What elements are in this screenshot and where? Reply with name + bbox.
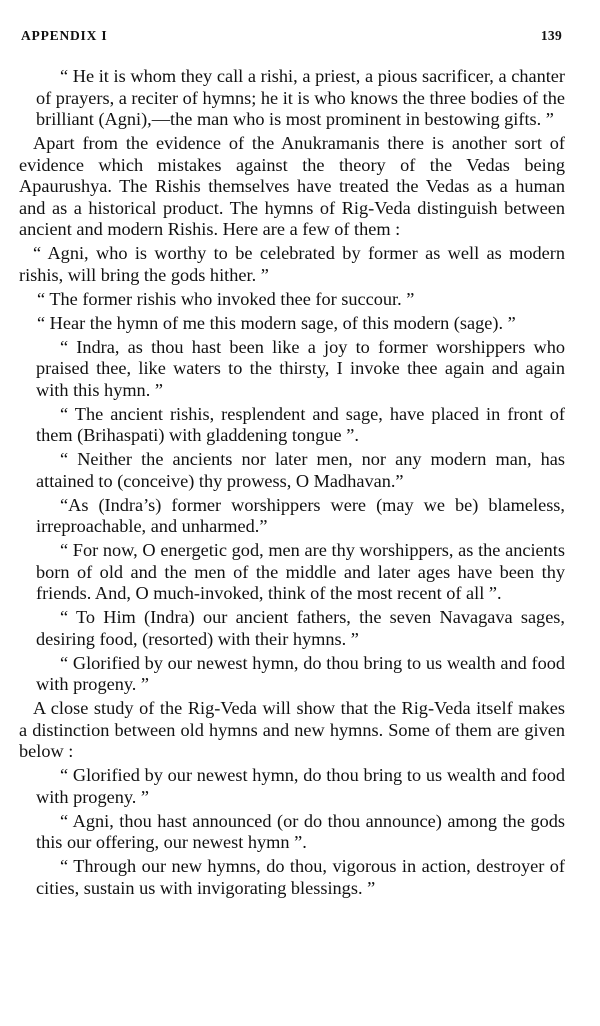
quote-paragraph: “As (Indra’s) former worshippers were (may we be) blameless, irreproachable, and unharmed.” — [36, 494, 565, 536]
quote-paragraph: “ Hear the hymn of me this modern sage, of this modern (sage). ” — [37, 312, 516, 333]
quote-paragraph: “ Neither the ancients nor later men, nor any modern man, has attained to (conceive) thy prowess, O Madhavan.” — [36, 449, 565, 491]
quote-paragraph: “ Indra, as thou hast been like a joy to former worshippers who praised thee, like waters to the thirsty, I invoke thee again and again with this hymn. ” — [36, 336, 565, 400]
quote-paragraph: “ He it is whom they call a rishi, a priest, a pious sacrificer, a chanter of prayers, a reciter of hymns; he it is who knows the three bodies of the brilliant (Agni),—the man who is most prominent in bestowing gifts. ” — [36, 66, 565, 129]
quote-paragraph: “ Agni, who is worthy to be celebrated by former as well as modern rishis, will bring the gods hither. ” — [19, 243, 565, 285]
quote-paragraph: “ Glorified by our newest hymn, do thou bring to us wealth and food with progeny. ” — [36, 765, 565, 807]
quote-paragraph: “ Through our new hymns, do thou, vigorous in action, destroyer of cities, sustain us with invigorating blessings. ” — [36, 856, 565, 898]
body-paragraph: A close study of the Rig-Veda will show that the Rig-Veda itself makes a distinction between old hymns and new hymns. Some of them are given below : — [19, 698, 565, 761]
quote-paragraph: “ Glorified by our newest hymn, do thou bring to us wealth and food with progeny. ” — [36, 652, 565, 694]
running-head — [21, 28, 562, 44]
quote-paragraph: “ The ancient rishis, resplendent and sage, have placed in front of them (Brihaspati) with gladdening tongue ”. — [36, 403, 565, 445]
quote-paragraph: “ The former rishis who invoked thee for succour. ” — [37, 288, 415, 309]
body-text — [19, 66, 565, 902]
quote-paragraph: “ To Him (Indra) our ancient fathers, the seven Navagava sages, desiring food, (resorted) with their hymns. ” — [36, 607, 565, 649]
page-number: 139 — [540, 28, 562, 43]
running-title: APPENDIX I — [21, 28, 108, 43]
body-paragraph: Apart from the evidence of the Anukramanis there is another sort of evidence which mistakes against the theory of the Vedas being Apaurushya. The Rishis themselves have treated the Vedas as a human and as a historical product. The hymns of Rig-Veda distinguish between ancient and modern Rishis. Here are a few of them : — [19, 133, 565, 239]
quote-paragraph: “ Agni, thou hast announced (or do thou announce) among the gods this our offering, our newest hymn ”. — [36, 810, 565, 852]
quote-paragraph: “ For now, O energetic god, men are thy worshippers, as the ancients born of old and the men of the middle and later ages have been thy friends. And, O much-invoked, think of the most recent of all ”. — [36, 540, 565, 603]
